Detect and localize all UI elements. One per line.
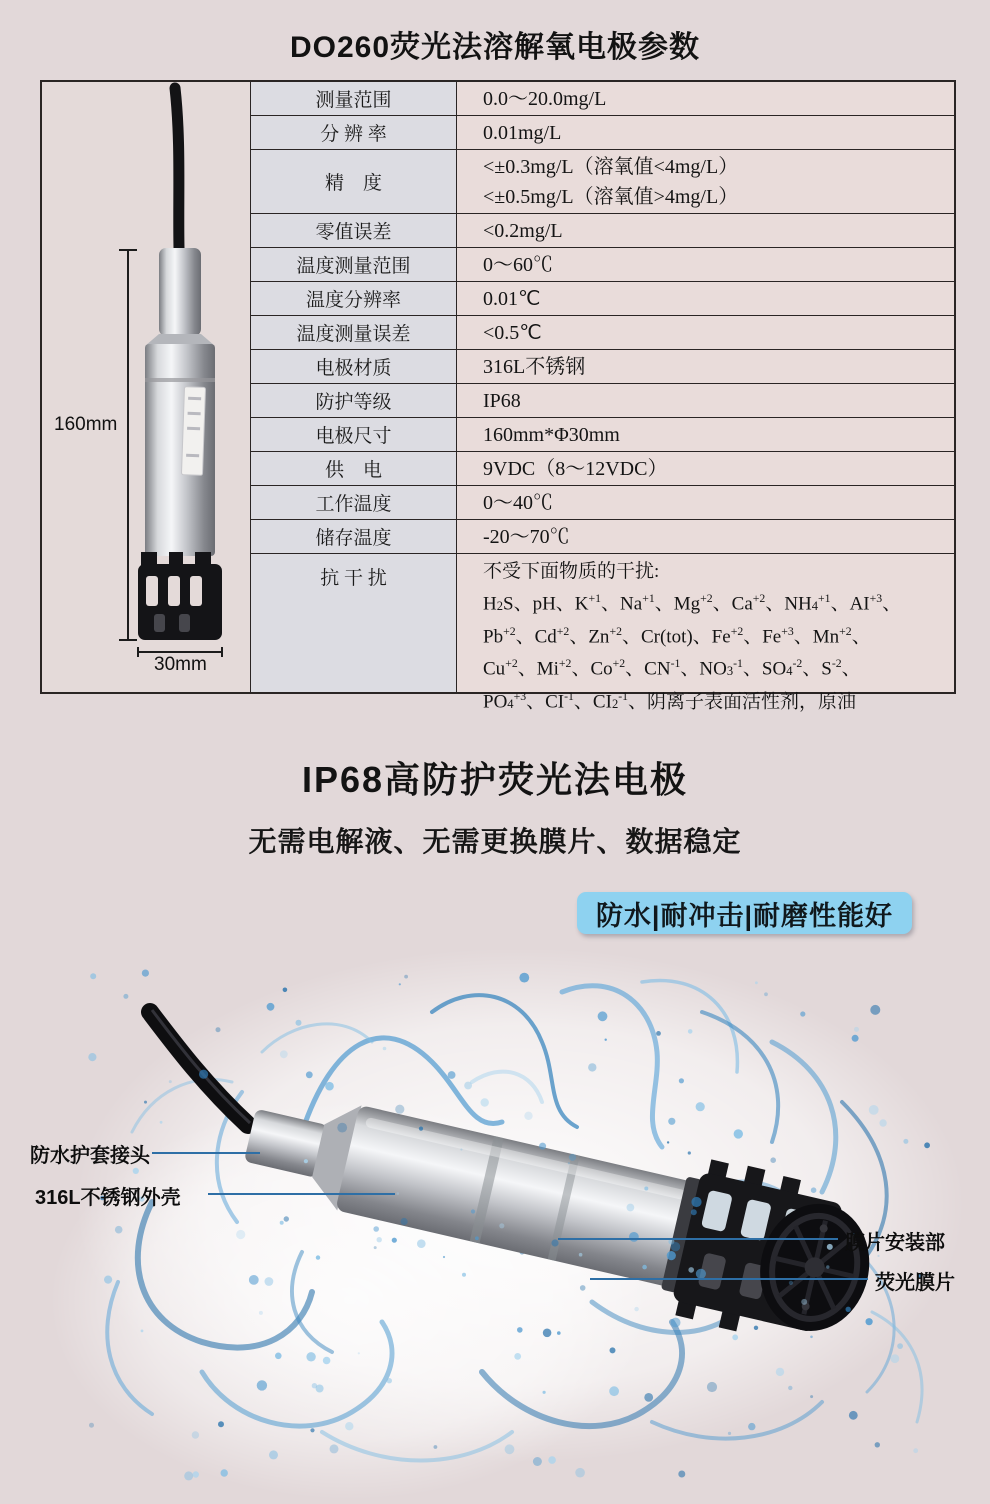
- spec-rows: [251, 82, 954, 713]
- spec-value-line: <±0.5mg/L（溶氧值>4mg/L）: [483, 185, 739, 208]
- membrane-cage: [138, 552, 222, 640]
- spec-row: [251, 315, 954, 349]
- callout-membrane-mount: 膜片安装部: [845, 1232, 945, 1254]
- callout-fluorescent-membrane: 荧光膜片: [875, 1272, 955, 1294]
- spec-label: 防护等级: [251, 384, 457, 417]
- spec-value: [457, 418, 954, 451]
- spec-row: [251, 247, 954, 281]
- spec-label: 温度分辨率: [251, 282, 457, 315]
- probe-body: [145, 344, 215, 556]
- section-title: IP68高防护荧光法电极: [301, 759, 689, 800]
- spec-value: [457, 350, 954, 383]
- spec-label: 工作温度: [251, 486, 457, 519]
- product-splash-photo: [0, 950, 990, 1504]
- spec-value-line: 0.0～20.0mg/L: [483, 87, 607, 110]
- spec-value-line: 160mm*Φ30mm: [483, 423, 620, 446]
- callout-line: [152, 1152, 260, 1154]
- spec-table: [40, 80, 956, 713]
- spec-value: [457, 554, 954, 713]
- spec-value-line: -20～70℃: [483, 525, 570, 548]
- feature-badge: 防水|耐冲击|耐磨性能好: [577, 892, 912, 934]
- spec-value-line: <0.2mg/L: [483, 219, 563, 242]
- spec-row: [251, 417, 954, 451]
- spec-value-line: <0.5℃: [483, 321, 542, 344]
- callout-line: [208, 1193, 395, 1195]
- spec-value: [457, 384, 954, 417]
- spec-value-line: 0～60℃: [483, 253, 553, 276]
- section-subtitle: 无需电解液、无需更换膜片、数据稳定: [248, 826, 742, 857]
- spec-label: 温度测量误差: [251, 316, 457, 349]
- callout-waterproof-connector: 防水护套接头: [30, 1145, 150, 1167]
- spec-value-line: 0～40℃: [483, 491, 553, 514]
- cable: [175, 88, 179, 248]
- probe-drawing: [42, 82, 251, 692]
- callout-line: [590, 1278, 868, 1280]
- spec-value-line: $Cu^{+2}$、$Mi^{+2}$、$Co^{+2}$、$CN^{-1}$、$NO_3^{-1}$、$SO_4^{-2}$、$S^{-2}$、: [483, 656, 861, 680]
- probe-sticker: [181, 387, 205, 476]
- spec-row: [251, 553, 954, 713]
- spec-value: [457, 82, 954, 115]
- probe-neck: [159, 248, 201, 336]
- spec-label: 零值误差: [251, 214, 457, 247]
- spec-value-line: 9VDC（8～12VDC）: [483, 457, 668, 480]
- spec-value: [457, 214, 954, 247]
- spec-row: [251, 149, 954, 213]
- probe-dimension-image: [42, 82, 251, 692]
- spec-label: 抗 干 扰: [251, 554, 457, 692]
- spec-label: 分 辨 率: [251, 116, 457, 149]
- spec-row: [251, 383, 954, 417]
- spec-value: [457, 520, 954, 553]
- spec-value: [457, 316, 954, 349]
- spec-label: 供 电: [251, 452, 457, 485]
- spec-row: [251, 115, 954, 149]
- spec-row: [251, 281, 954, 315]
- spec-row: [251, 519, 954, 553]
- spec-value-line: 不受下面物质的干扰:: [483, 561, 660, 582]
- callout-steel-housing: 316L不锈钢外壳: [35, 1187, 181, 1209]
- spec-label: 温度测量范围: [251, 248, 457, 281]
- spec-value: [457, 150, 954, 213]
- spec-value: [457, 486, 954, 519]
- spec-value: [457, 282, 954, 315]
- spec-row: [251, 485, 954, 519]
- diameter-dimension-label: 30mm: [154, 654, 207, 675]
- spec-value: [457, 452, 954, 485]
- spec-value-line: 316L不锈钢: [483, 355, 586, 378]
- callout-line: [558, 1238, 838, 1240]
- spec-label: 储存温度: [251, 520, 457, 553]
- spec-value-line: $H_2S$、pH、$K^{+1}$、$Na^{+1}$、$Mg^{+2}$、$Ca^{+2}$、$NH_4^{+1}$、$AI^{+3}$、: [483, 591, 902, 614]
- spec-value-line: $PO_4^{+3}$、$CI^{-1}$、$CI_2^{-1}$、阴离子表面活性剂，原油: [483, 690, 857, 713]
- spec-value: [457, 116, 954, 149]
- page-title: DO260荧光法溶解氧电极参数: [289, 31, 701, 64]
- spec-row: [251, 82, 954, 115]
- spec-value-line: 0.01mg/L: [483, 121, 562, 144]
- spec-label: 测量范围: [251, 82, 457, 115]
- spec-label: 电极材质: [251, 350, 457, 383]
- spec-value-line: $Pb^{+2}$、$Cd^{+2}$、$Zn^{+2}$、Cr(tot)、$Fe^{+2}$、$Fe^{+3}$、$Mn^{+2}$、: [483, 624, 871, 648]
- spec-row: [251, 349, 954, 383]
- spec-label: 电极尺寸: [251, 418, 457, 451]
- spec-label: 精 度: [251, 150, 457, 213]
- height-dimension-label: 160mm: [54, 414, 118, 435]
- spec-row: [251, 213, 954, 247]
- spec-value-line: IP68: [483, 389, 521, 412]
- spec-value-line: 0.01℃: [483, 287, 541, 310]
- spec-value: [457, 248, 954, 281]
- spec-value-line: <±0.3mg/L（溶氧值<4mg/L）: [483, 155, 739, 178]
- spec-row: [251, 451, 954, 485]
